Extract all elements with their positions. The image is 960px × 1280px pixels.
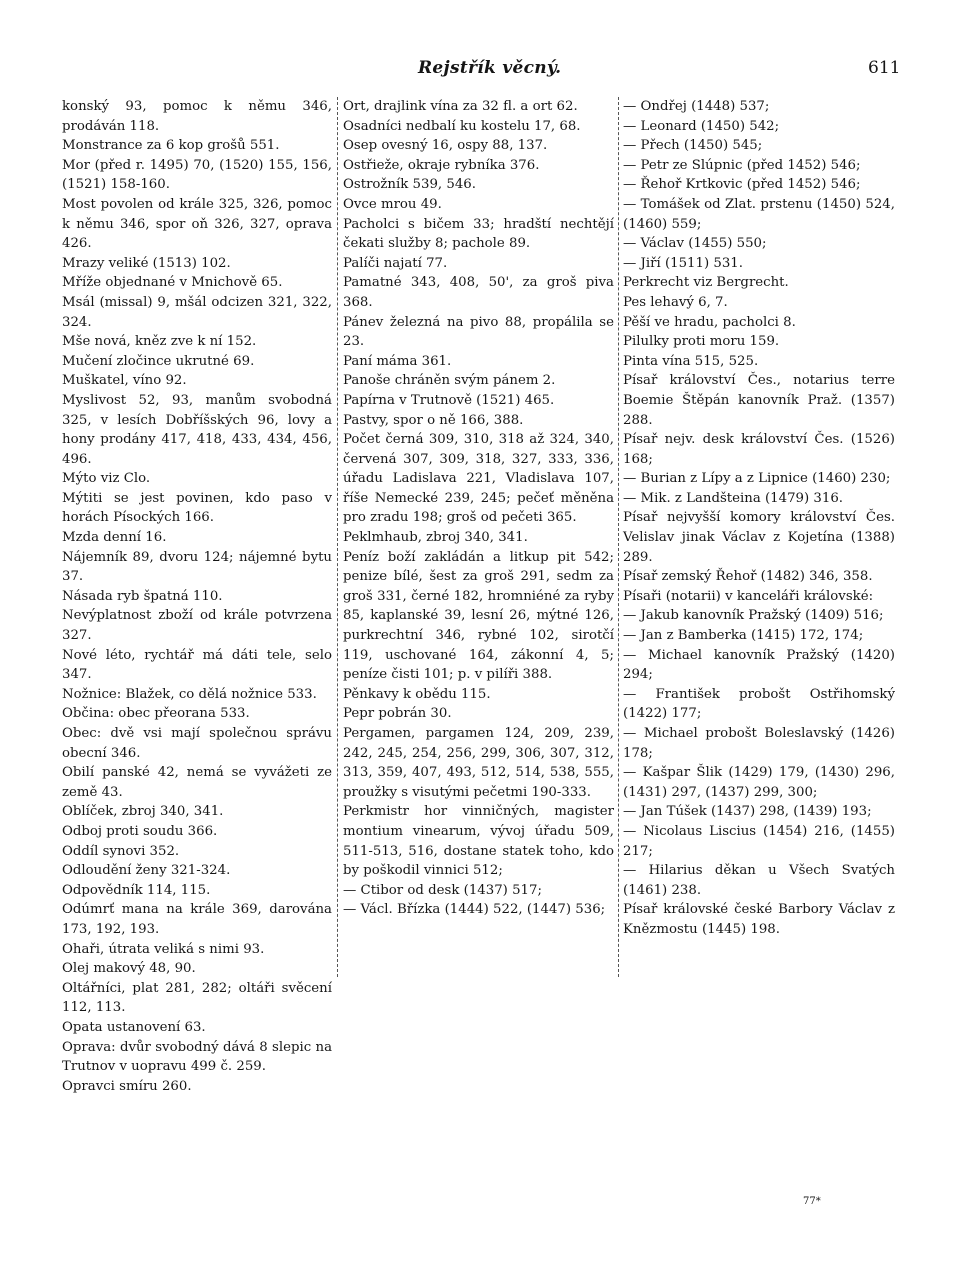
index-entry: Opata ustanovení 63. bbox=[62, 1019, 206, 1035]
index-entry: — Ondřej (1448) 537; bbox=[623, 99, 770, 114]
index-entry: Písař nejv. desk království Čes. (1526) 168; bbox=[623, 432, 895, 467]
index-entry: — Kašpar Šlik (1429) 179, (1430) 296, (1431) 297, (1437) 299, 300; bbox=[623, 765, 895, 800]
index-entry: Pamatné 343, 408, 50', za groš piva 368. bbox=[343, 275, 614, 310]
index-entry: — Michael probošt Boleslavský (1426) 178; bbox=[623, 726, 895, 761]
index-entry: — Přech (1450) 545; bbox=[623, 138, 763, 154]
index-entry: Písař zemský Řehoř (1482) 346, 358. bbox=[623, 569, 873, 585]
index-entry: Mše nová, kněz zve k ní 152. bbox=[62, 334, 257, 350]
index-entry: Pergamen, pargamen 124, 209, 239, 242, 245, 254, 256, 299, 306, 307, 312, 313, 359, 407, 493, 512, 514, 538, 555, proužky s visutými pečetmi 190-333. bbox=[343, 726, 614, 800]
index-entry: — Burian z Lípy a z Lipnice (1460) 230; bbox=[623, 471, 891, 487]
index-entry: Mrazy veliké (1513) 102. bbox=[62, 255, 231, 271]
index-entry: Ohaři, útrata veliká s nimi 93. bbox=[62, 941, 265, 957]
index-entry: Mýtiti se jest povinen, kdo paso v horách Písockých 166. bbox=[62, 490, 332, 526]
index-entry: Pánev železná na pivo 88, propálila se 23. bbox=[343, 314, 614, 350]
index-entry: Obilí panské 42, nemá se vyvážeti ze země 43. bbox=[62, 765, 332, 800]
running-title: Rejstřík věcný. bbox=[418, 58, 562, 78]
index-entry: Počet černá 309, 310, 318 až 324, 340, červená 307, 309, 318, 327, 333, 336, úřadu Ladislava 221, Vladislava 107, říše Nemecké 239, 245; pečeť měněna pro zradu 198; groš od pečeti 365. bbox=[343, 432, 614, 526]
index-entry: Ort, drajlink vína za 32 fl. a ort 62. bbox=[343, 99, 578, 114]
index-entry: Pilulky proti moru 159. bbox=[623, 334, 780, 350]
index-entry: — Nicolaus Liscius (1454) 216, (1455) 217; bbox=[623, 823, 895, 859]
index-entry: Osadníci nedbalí ku kostelu 17, 68. bbox=[343, 118, 581, 134]
index-entry: — Petr ze Slúpnic (před 1452) 546; bbox=[623, 157, 861, 173]
index-entry: Muškatel, víno 92. bbox=[62, 373, 187, 389]
index-entry: Peníz boží zakládán a litkup pit 542; penize bílé, šest za groš 291, sedm za groš 331, černé 182, hromniéné za ryby 85, kaplanské 39, lesní 26, mýtné 126, purkrechtní 346, rybné 102, sirotčí 119, uschované 164, zákonní 4, 5; peníze čisti 101; p. v pilíři 388. bbox=[343, 549, 614, 683]
index-entry: Mzda denní 16. bbox=[62, 530, 167, 546]
index-entry: Msál (missal) 9, mšál odcizen 321, 322, 324. bbox=[62, 294, 332, 330]
index-entry: Myslivost 52, 93, manům svobodná 325, v lesích Dobříšských 96, lovy a hony prodány 417, 418, 433, 434, 456, 496. bbox=[62, 392, 332, 467]
index-entry: Papírna v Trutnově (1521) 465. bbox=[343, 392, 555, 408]
index-entry: Písař království Čes., notarius terre Boemie Štěpán kanovník Praž. (1357) 288. bbox=[623, 373, 895, 428]
index-entry: Obec: dvě vsi mají společnou správu obecní 346. bbox=[62, 726, 332, 761]
index-entry: — Václav (1455) 550; bbox=[623, 236, 767, 252]
index-entry: — Tomášek od Zlat. prstenu (1450) 524, (1460) 559; bbox=[623, 196, 895, 232]
index-column-3 bbox=[623, 97, 895, 940]
index-entry: — Leonard (1450) 542; bbox=[623, 118, 780, 134]
index-entry: Perkmistr hor vinničných, magister montium vinearum, vývoj úřadu 509, 511-513, 516, dostane statek toho, kdo by poškodil vinnici 512; bbox=[343, 804, 614, 879]
index-entry: Občina: obec přeorana 533. bbox=[62, 706, 250, 722]
index-entry: Ovce mrou 49. bbox=[343, 196, 442, 212]
index-entry: Odloudění ženy 321-324. bbox=[62, 863, 231, 879]
index-entry: Nájemník 89, dvoru 124; nájemné bytu 37. bbox=[62, 549, 332, 585]
index-entry: Odúmrť mana na krále 369, darována 173, 192, 193. bbox=[62, 902, 332, 937]
index-entry: Ostrožník 539, 546. bbox=[343, 177, 476, 193]
index-entry: — Řehoř Krtkovic (před 1452) 546; bbox=[623, 177, 861, 193]
index-entry: Odboj proti soudu 366. bbox=[62, 823, 218, 839]
index-entry: — Jakub kanovník Pražský (1409) 516; bbox=[623, 608, 884, 624]
index-entry: Oprava: dvůr svobodný dává 8 slepic na Trutnov v uopravu 499 č. 259. bbox=[62, 1039, 332, 1075]
index-entry: Pěnkavy k obědu 115. bbox=[343, 686, 491, 702]
index-entry: Pinta vína 515, 525. bbox=[623, 353, 759, 369]
index-entry: Mýto viz Clo. bbox=[62, 471, 151, 487]
index-entry: — Václ. Břízka (1444) 522, (1447) 536; bbox=[343, 902, 606, 918]
index-entry: — Jan z Bamberka (1415) 172, 174; bbox=[623, 628, 864, 644]
index-entry: Most povolen od krále 325, 326, pomoc k němu 346, spor oň 326, 327, oprava 426. bbox=[62, 196, 332, 252]
index-entry: — Ctibor od desk (1437) 517; bbox=[343, 882, 542, 898]
index-entry: — Mik. z Landšteina (1479) 316. bbox=[623, 490, 844, 506]
index-entry: — Jiří (1511) 531. bbox=[623, 255, 743, 271]
printer-signature-mark: 77* bbox=[803, 1196, 821, 1207]
index-entry: Písaři (notarii) v kanceláři královské: bbox=[623, 588, 874, 604]
index-entry: Odpovědník 114, 115. bbox=[62, 882, 211, 898]
index-entry: Mučení zločince ukrutné 69. bbox=[62, 353, 255, 369]
index-entry: Pacholci s bičem 33; hradští nechtějí čekati služby 8; pachole 89. bbox=[343, 216, 614, 252]
index-entry: Násada ryb špatná 110. bbox=[62, 588, 223, 604]
index-entry: konský 93, pomoc k němu 346, prodáván 118. bbox=[62, 99, 332, 134]
index-entry: Mor (před r. 1495) 70, (1520) 155, 156, (1521) 158-160. bbox=[62, 157, 332, 193]
index-entry: Nožnice: Blažek, co dělá nožnice 533. bbox=[62, 686, 317, 702]
index-entry: Písař nejvyšší komory království Čes. Velislav jinak Václav z Kojetína (1388) 289. bbox=[623, 510, 895, 565]
index-entry: Nové léto, rychtář má dáti tele, selo 347. bbox=[62, 647, 332, 683]
index-entry: — Hilarius děkan u Všech Svatých (1461) 238. bbox=[623, 863, 895, 898]
index-entry: — Michael kanovník Pražský (1420) 294; bbox=[623, 647, 895, 683]
index-entry: Peklmhaub, zbroj 340, 341. bbox=[343, 530, 528, 546]
index-entry: Palíči najatí 77. bbox=[343, 255, 448, 271]
page-number: 611 bbox=[868, 58, 901, 78]
index-entry: Pes lehavý 6, 7. bbox=[623, 294, 728, 310]
index-entry: Pepr pobrán 30. bbox=[343, 706, 452, 722]
index-column-1 bbox=[62, 97, 332, 1096]
index-entry: Perkrecht viz Bergrecht. bbox=[623, 275, 789, 291]
index-entry: — Jan Túšek (1437) 298, (1439) 193; bbox=[623, 804, 872, 820]
index-entry: Oblíček, zbroj 340, 341. bbox=[62, 804, 224, 820]
index-entry: Monstrance za 6 kop grošů 551. bbox=[62, 138, 280, 154]
index-entry: — František probošt Ostřihomský (1422) 177; bbox=[623, 686, 895, 722]
page-header bbox=[0, 54, 960, 84]
index-entry: Olej makový 48, 90. bbox=[62, 961, 196, 977]
column-divider bbox=[618, 97, 619, 977]
index-entry: Písař královské české Barbory Václav z Knězmostu (1445) 198. bbox=[623, 902, 895, 937]
column-divider bbox=[337, 97, 338, 977]
index-column-2 bbox=[343, 97, 614, 920]
index-entry: Opravci smíru 260. bbox=[62, 1078, 192, 1094]
index-entry: Paní máma 361. bbox=[343, 353, 452, 369]
index-entry: Pěší ve hradu, pacholci 8. bbox=[623, 314, 796, 330]
index-entry: Osep ovesný 16, ospy 88, 137. bbox=[343, 138, 548, 154]
index-entry: Oddíl synovi 352. bbox=[62, 843, 180, 859]
index-entry: Ostřieže, okraje rybníka 376. bbox=[343, 157, 540, 173]
index-entry: Nevýplatnost zboží od krále potvrzena 327. bbox=[62, 608, 332, 644]
index-entry: Mříže objednané v Mnichově 65. bbox=[62, 275, 283, 291]
index-entry: Pastvy, spor o ně 166, 388. bbox=[343, 412, 524, 428]
index-entry: Oltářníci, plat 281, 282; oltáři svěcení 112, 113. bbox=[62, 980, 332, 1016]
index-entry: Panoše chráněn svým pánem 2. bbox=[343, 373, 556, 389]
